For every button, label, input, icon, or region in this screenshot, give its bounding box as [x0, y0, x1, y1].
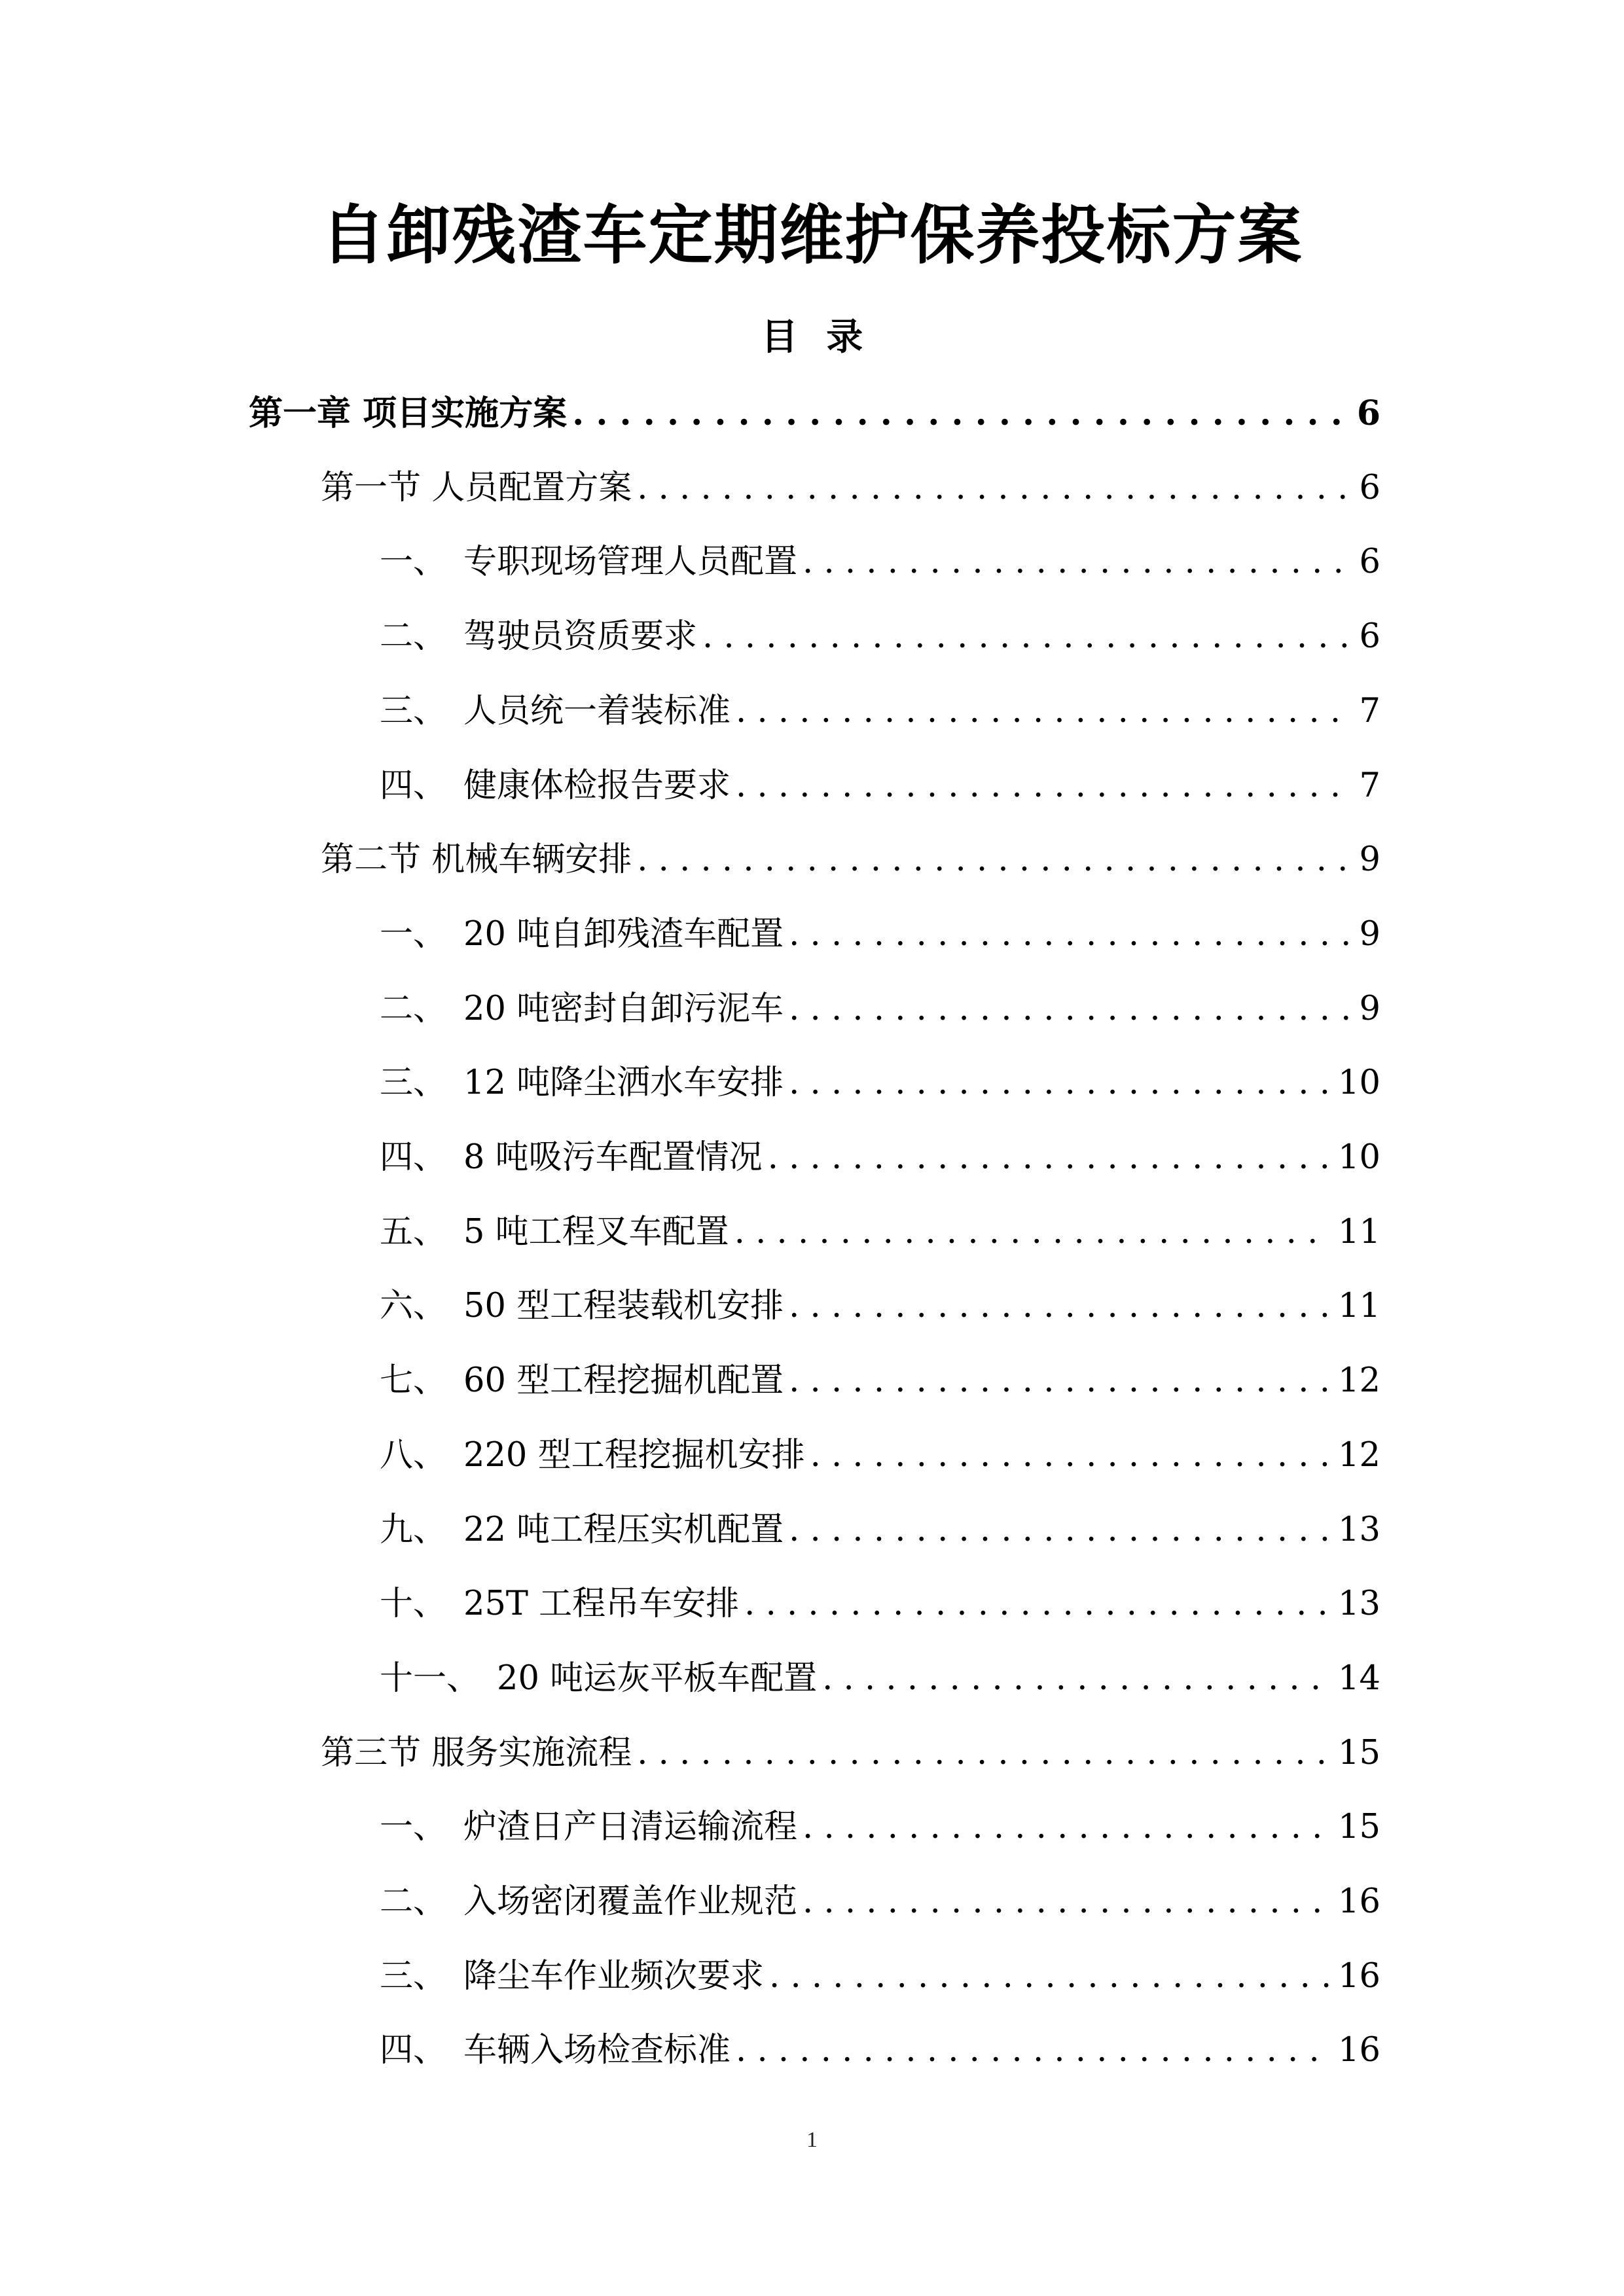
toc-subsection-entry[interactable] [380, 757, 1380, 816]
toc-dot-leader [803, 1873, 1331, 1931]
toc-page-number: 12 [1338, 1436, 1380, 1475]
toc-page-number: 16 [1338, 1882, 1380, 1921]
toc-entry-label: 专职现场管理人员配置 [463, 543, 798, 581]
toc-entry-title [321, 1724, 632, 1783]
toc-section-entry[interactable] [321, 1724, 1380, 1783]
toc-dot-leader [803, 533, 1353, 592]
toc-page-number: 7 [1359, 692, 1380, 730]
toc-page-number: 11 [1338, 1287, 1380, 1325]
toc-entry-label: 驾驶员资质要求 [463, 617, 698, 656]
toc-dot-leader [822, 1649, 1331, 1708]
toc-dot-leader [789, 980, 1352, 1039]
toc-dot-leader [789, 1352, 1331, 1410]
toc-page-number: 12 [1338, 1361, 1380, 1400]
toc-subsection-entry[interactable] [380, 1649, 1380, 1708]
toc-page-number: 11 [1338, 1213, 1380, 1251]
toc-entry-title [380, 682, 731, 741]
toc-entry-label: 25T 工程吊车安排 [463, 1585, 740, 1623]
toc-chapter-entry[interactable] [249, 384, 1380, 443]
toc-entry-title [321, 459, 632, 518]
toc-entry-label: 20 吨自卸残渣车配置 [463, 915, 784, 954]
toc-page-number: 6 [1359, 617, 1380, 656]
toc-entry-title [380, 607, 697, 666]
toc-entry-label: 第三节 服务实施流程 [321, 1734, 632, 1772]
toc-section-entry[interactable] [321, 831, 1380, 889]
toc-entry-number: 三、 [380, 692, 447, 730]
toc-entry-title [380, 1054, 784, 1113]
toc-entry-title [380, 533, 797, 592]
toc-subsection-entry[interactable] [380, 1873, 1380, 1931]
toc-entry-label: 第一章 项目实施方案 [249, 393, 568, 433]
toc-entry-number: 九、 [380, 1511, 447, 1549]
toc-entry-title [380, 1277, 784, 1336]
toc-entry-label: 22 吨工程压实机配置 [463, 1511, 784, 1549]
toc-dot-leader [789, 1501, 1331, 1560]
toc-page-number: 16 [1338, 1957, 1380, 1996]
toc-entry-title [380, 980, 784, 1039]
toc-entry-label: 60 型工程挖掘机配置 [463, 1361, 784, 1400]
toc-entry-label: 第二节 机械车辆安排 [321, 840, 632, 879]
toc-dot-leader [789, 1054, 1331, 1113]
toc-subsection-entry[interactable] [380, 1501, 1380, 1560]
toc-entry-title [380, 1203, 729, 1262]
toc-dot-leader [637, 831, 1352, 889]
page-number: 1 [806, 2128, 818, 2152]
toc-subsection-entry[interactable] [380, 980, 1380, 1039]
toc-page-number: 10 [1338, 1138, 1380, 1177]
toc-page-number: 13 [1338, 1585, 1380, 1623]
toc-entry-number: 四、 [380, 2031, 447, 2070]
toc-entry-number: 一、 [380, 1808, 447, 1846]
toc-entry-label: 50 型工程装载机安排 [463, 1287, 784, 1325]
toc-entry-title [321, 831, 632, 889]
toc-entry-label: 车辆入场检查标准 [463, 2031, 731, 2070]
toc-page-number: 6 [1359, 543, 1380, 581]
toc-page-number: 13 [1338, 1511, 1380, 1549]
toc-page-number: 9 [1359, 915, 1380, 954]
toc-entry-title [380, 1426, 805, 1485]
toc-page-number: 7 [1359, 766, 1380, 805]
toc-entry-title [249, 384, 567, 443]
toc-page-number: 6 [1356, 393, 1380, 433]
toc-subsection-entry[interactable] [380, 533, 1380, 592]
toc-entry-number: 一、 [380, 915, 447, 954]
toc-page-number: 15 [1338, 1734, 1380, 1772]
toc-entry-number: 十、 [380, 1585, 447, 1623]
document-title: 自卸残渣车定期维护保养投标方案 [321, 198, 1303, 273]
toc-entry-label: 12 吨降尘洒水车安排 [463, 1064, 784, 1102]
toc-entry-number: 三、 [380, 1957, 447, 1996]
toc-page-number: 9 [1359, 990, 1380, 1028]
toc-entry-title [380, 757, 731, 816]
toc-entry-number: 六、 [380, 1287, 447, 1325]
toc-entry-label: 5 吨工程叉车配置 [463, 1213, 729, 1251]
toc-entry-label: 炉渣日产日清运输流程 [463, 1808, 798, 1846]
toc-page-number: 14 [1338, 1659, 1380, 1698]
toc-entry-number: 二、 [380, 617, 447, 656]
toc-entry-number: 七、 [380, 1361, 447, 1400]
toc-subsection-entry[interactable] [380, 1575, 1380, 1634]
toc-entry-label: 20 吨运灰平板车配置 [497, 1659, 818, 1698]
toc-page-number: 9 [1359, 840, 1380, 879]
toc-entry-number: 三、 [380, 1064, 447, 1102]
toc-dot-leader [736, 757, 1353, 816]
toc-entry-number: 二、 [380, 990, 447, 1028]
toc-entry-title [380, 1501, 784, 1560]
toc-subsection-entry[interactable] [380, 1798, 1380, 1857]
toc-entry-number: 一、 [380, 543, 447, 581]
toc-dot-leader [734, 1203, 1331, 1262]
toc-dot-leader [789, 905, 1352, 964]
toc-entry-number: 八、 [380, 1436, 447, 1475]
toc-page-number: 10 [1338, 1064, 1380, 1102]
toc-entry-label: 8 吨吸污车配置情况 [463, 1138, 763, 1177]
toc-entry-label: 220 型工程挖掘机安排 [463, 1436, 805, 1475]
toc-dot-leader [736, 2021, 1331, 2080]
toc-dot-leader [744, 1575, 1331, 1634]
toc-subsection-entry[interactable] [380, 2021, 1380, 2080]
toc-entry-number: 二、 [380, 1882, 447, 1921]
toc-entry-title [380, 1352, 784, 1410]
toc-subsection-entry[interactable] [380, 1352, 1380, 1410]
toc-dot-leader [810, 1426, 1332, 1485]
toc-subsection-entry[interactable] [380, 682, 1380, 741]
toc-entry-title [380, 1947, 764, 2006]
toc-entry-label: 降尘车作业频次要求 [463, 1957, 765, 1996]
toc-heading: 目 录 [761, 315, 863, 359]
toc-dot-leader [803, 1798, 1331, 1857]
toc-subsection-entry[interactable] [380, 1054, 1380, 1113]
toc-dot-leader [736, 682, 1353, 741]
toc-subsection-entry[interactable] [380, 905, 1380, 964]
toc-entry-title [380, 1575, 739, 1634]
toc-entry-number: 四、 [380, 766, 447, 805]
toc-page-number: 15 [1338, 1808, 1380, 1846]
toc-subsection-entry[interactable] [380, 1277, 1380, 1336]
toc-entry-title [380, 1649, 817, 1708]
toc-subsection-entry[interactable] [380, 1426, 1380, 1485]
toc-entry-label: 第一节 人员配置方案 [321, 469, 632, 507]
toc-dot-leader [572, 384, 1350, 443]
toc-entry-label: 人员统一着装标准 [463, 692, 731, 730]
toc-dot-leader [768, 1128, 1331, 1187]
toc-dot-leader [637, 1724, 1331, 1783]
toc-entry-number: 十一、 [380, 1659, 480, 1698]
toc-entry-title [380, 905, 784, 964]
toc-entry-label: 20 吨密封自卸污泥车 [463, 990, 784, 1028]
toc-entry-label: 入场密闭覆盖作业规范 [463, 1882, 798, 1921]
toc-subsection-entry[interactable] [380, 1128, 1380, 1187]
toc-entry-number: 五、 [380, 1213, 447, 1251]
toc-entry-title [380, 1873, 797, 1931]
toc-dot-leader [637, 459, 1352, 518]
toc-subsection-entry[interactable] [380, 607, 1380, 666]
toc-entry-title [380, 1128, 763, 1187]
toc-entry-title [380, 2021, 731, 2080]
toc-section-entry[interactable] [321, 459, 1380, 518]
toc-entry-label: 健康体检报告要求 [463, 766, 731, 805]
toc-page-number: 16 [1338, 2031, 1380, 2070]
toc-entry-title [380, 1798, 797, 1857]
toc-dot-leader [702, 607, 1353, 666]
toc-entry-number: 四、 [380, 1138, 447, 1177]
toc-subsection-entry[interactable] [380, 1203, 1380, 1262]
toc-page-number: 6 [1359, 469, 1380, 507]
toc-dot-leader [769, 1947, 1331, 2006]
toc-dot-leader [789, 1277, 1331, 1336]
toc-subsection-entry[interactable] [380, 1947, 1380, 2006]
